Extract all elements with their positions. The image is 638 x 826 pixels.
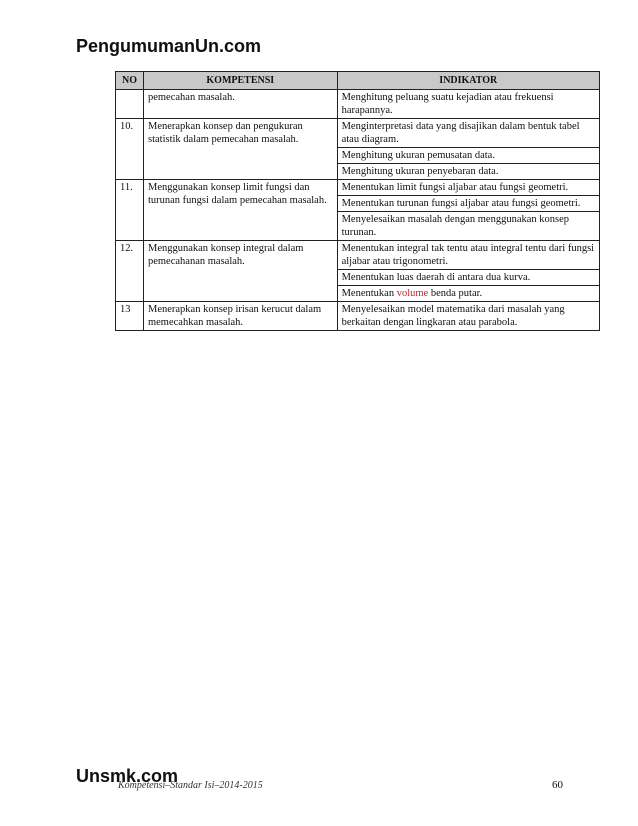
row-kompetensi: Menerapkan konsep irisan kerucut dalam memecahkan masalah. <box>143 302 337 331</box>
table-row <box>116 302 600 331</box>
row-indikator-volume <box>337 286 599 302</box>
header-indikator: INDIKATOR <box>337 72 599 90</box>
site-watermark-top: PengumumanUn.com <box>76 36 262 56</box>
row-indikator: Menentukan turunan fungsi aljabar atau fungsi geometri. <box>337 196 599 212</box>
row-no: 11. <box>116 180 144 241</box>
footer-text: Kompetensi–Standar Isi–2014-2015 <box>118 780 263 791</box>
row-indikator: Menginterpretasi data yang disajikan dalam bentuk tabel atau diagram. <box>337 119 599 148</box>
row-indikator: Menentukan integral tak tentu atau integral tentu dari fungsi aljabar atau trigonometri. <box>337 241 599 270</box>
volume-before: Menentukan <box>341 288 397 299</box>
row-indikator: Menghitung ukuran penyebaran data. <box>337 164 599 180</box>
row-kompetensi: Menerapkan konsep dan pengukuran statistik dalam pemecahan masalah. <box>143 119 337 180</box>
table-row <box>116 119 600 148</box>
row-no: 10. <box>116 119 144 180</box>
row-no: 12. <box>116 241 144 302</box>
table-row <box>116 90 600 119</box>
row-no <box>116 90 144 119</box>
row-indikator: Menghitung peluang suatu kejadian atau frekuensi harapannya. <box>337 90 599 119</box>
row-indikator: Menghitung ukuran pemusatan data. <box>337 148 599 164</box>
table-row <box>116 180 600 196</box>
table-row <box>116 241 600 270</box>
row-kompetensi: Menggunakan konsep integral dalam pemecahanan masalah. <box>143 241 337 302</box>
row-no: 13 <box>116 302 144 331</box>
page-number: 60 <box>552 779 563 791</box>
site-watermark-bottom: Unsmk.com <box>76 766 179 786</box>
header-no: NO <box>116 72 144 90</box>
volume-highlight: volume <box>396 288 429 299</box>
row-kompetensi: Menggunakan konsep limit fungsi dan turunan fungsi dalam pemecahan masalah. <box>143 180 337 241</box>
row-indikator: Menyelesaikan model matematika dari masalah yang berkaitan dengan lingkaran atau parabola. <box>337 302 599 331</box>
table-header-row <box>116 72 600 90</box>
volume-after: benda putar. <box>428 288 483 299</box>
kompetensi-table <box>115 71 600 331</box>
row-indikator: Menentukan luas daerah di antara dua kurva. <box>337 270 599 286</box>
header-kompetensi: KOMPETENSI <box>143 72 337 90</box>
row-indikator: Menentukan limit fungsi aljabar atau fungsi geometri. <box>337 180 599 196</box>
row-kompetensi: pemecahan masalah. <box>143 90 337 119</box>
row-indikator: Menyelesaikan masalah dengan menggunakan konsep turunan. <box>337 212 599 241</box>
